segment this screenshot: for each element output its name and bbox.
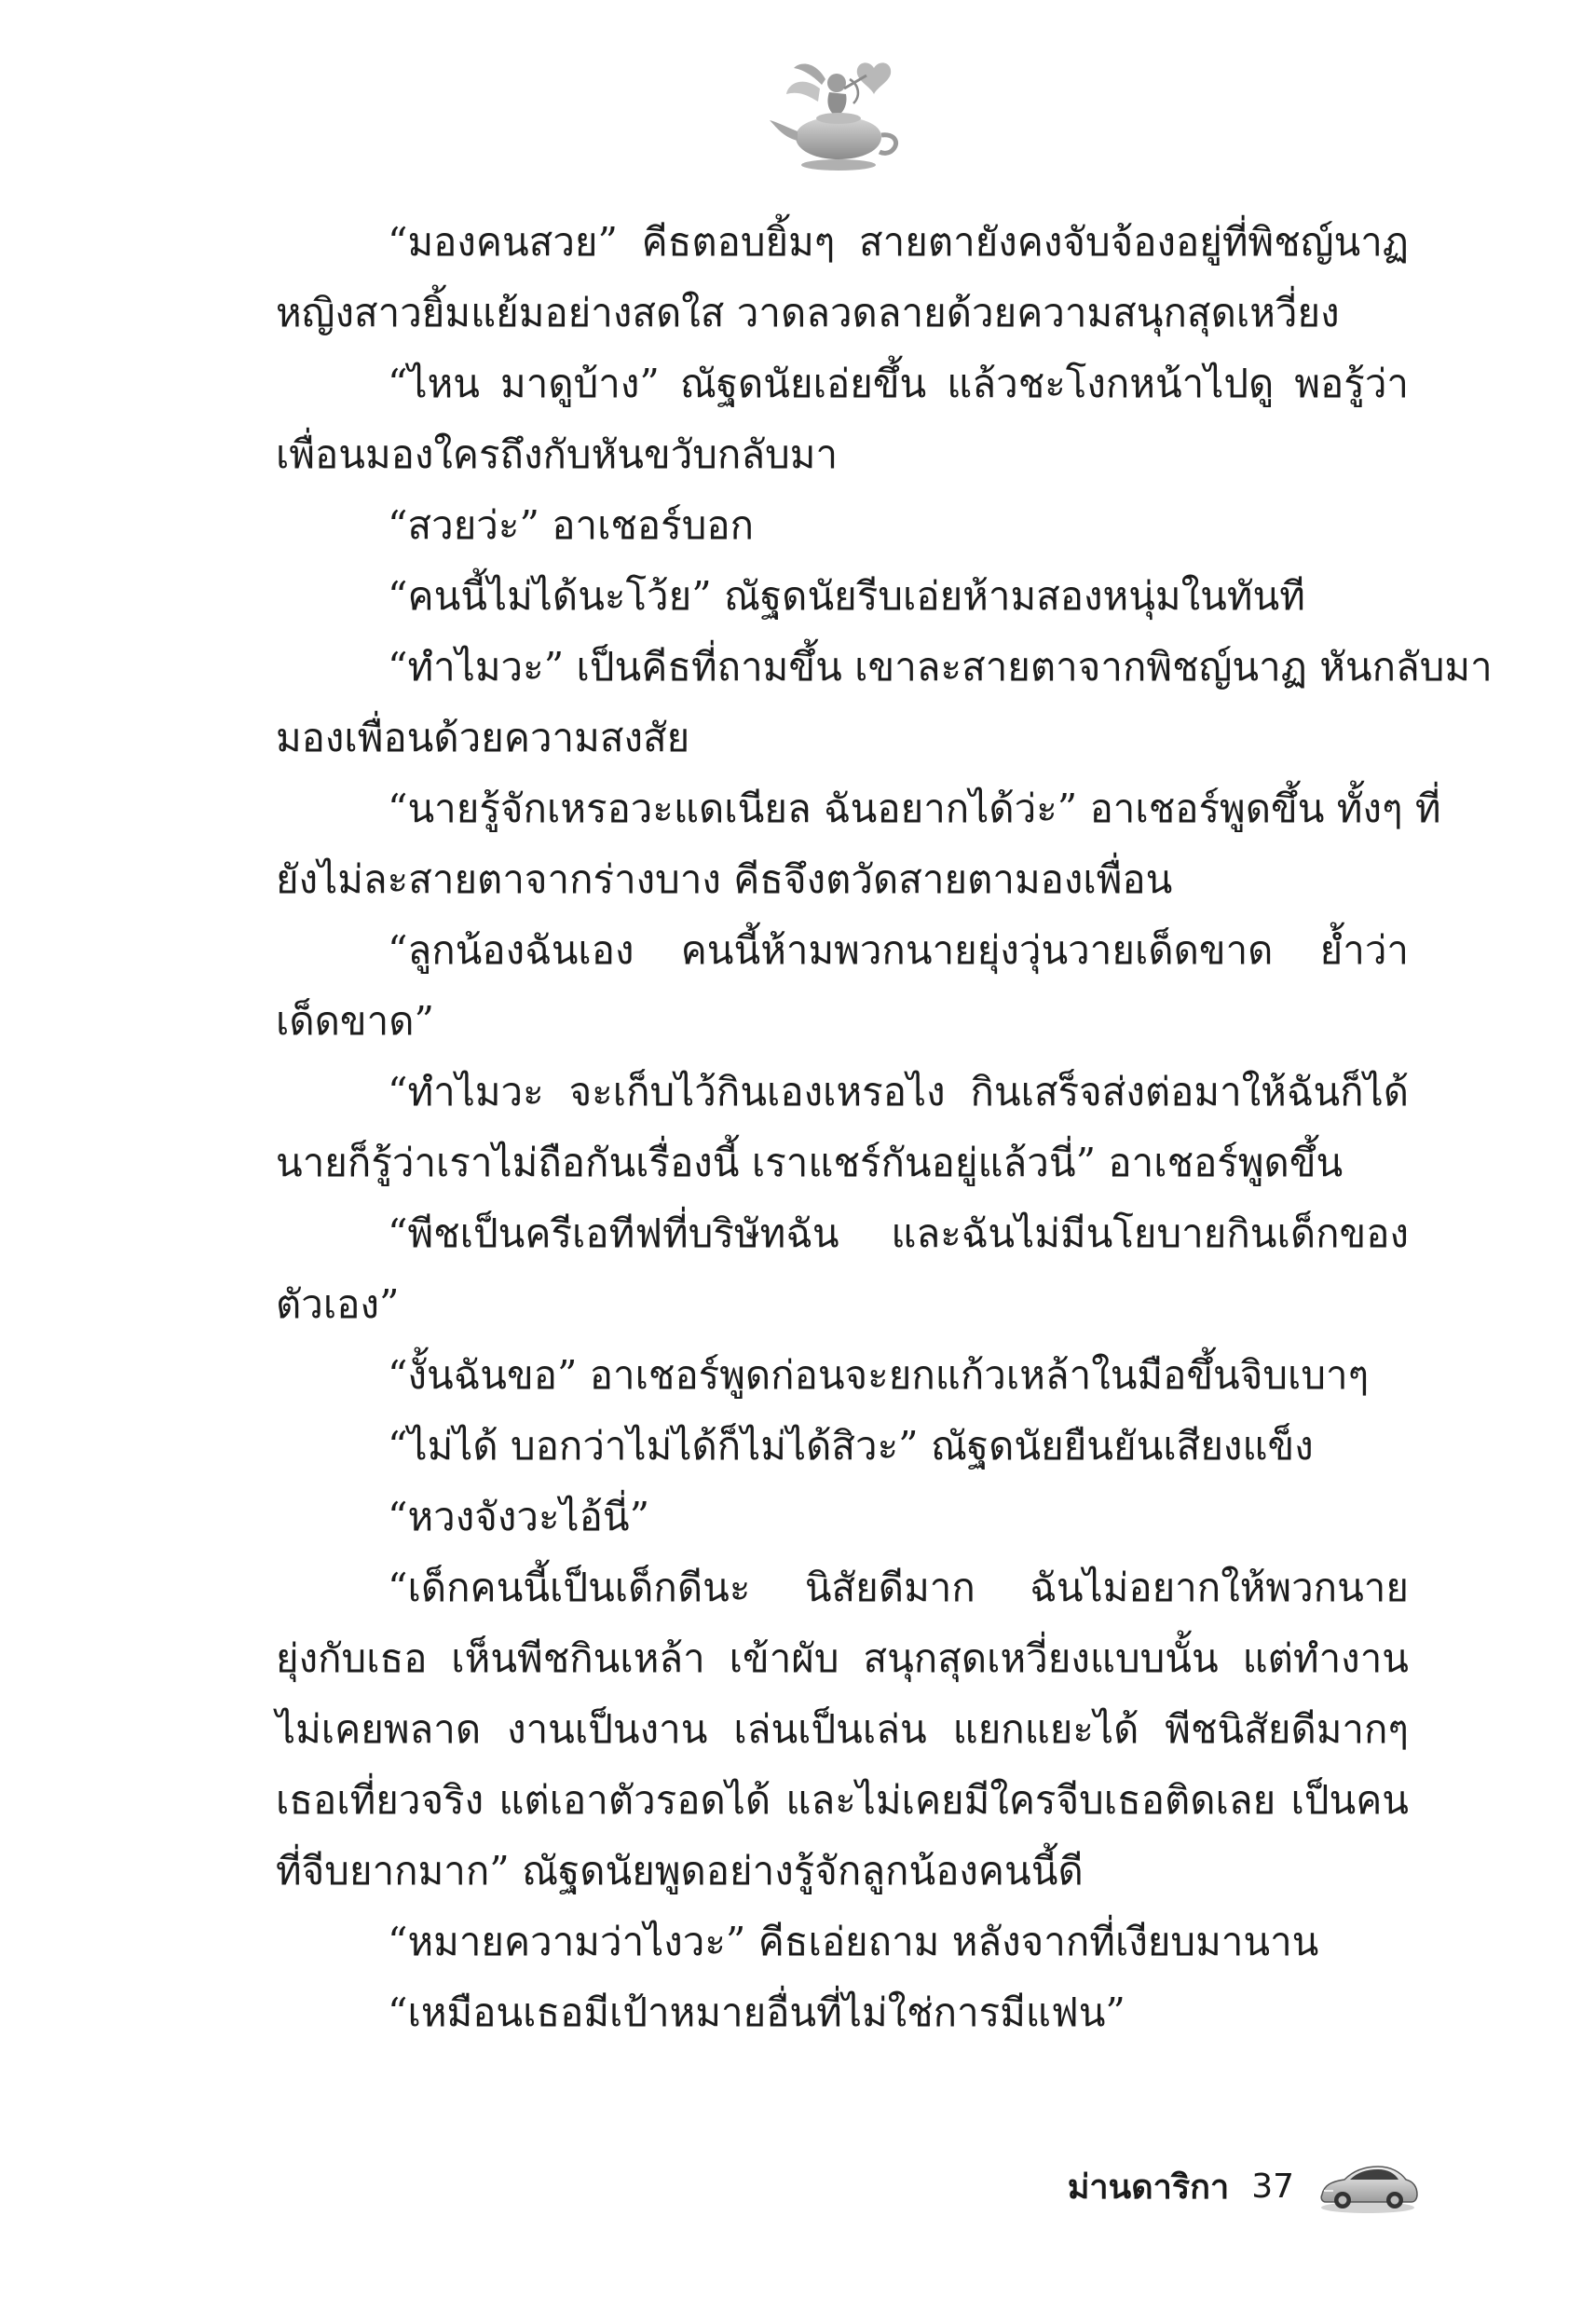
text-line: นายก็รู้ว่าเราไม่ถือกันเรื่องนี้ เราแชร์กันอยู่แล้วนี่” อาเชอร์พูดขึ้น [276, 1140, 1344, 1185]
text-line: เด็ดขาด” [276, 998, 434, 1044]
text-line: “คนนี้ไม่ได้นะโว้ย” ณัฐดนัยรีบเอ่ยห้ามสองหนุ่มในทันที [388, 573, 1305, 619]
text-line: เพื่อนมองใครถึงกับหันขวับกลับมา [276, 431, 839, 477]
text-line: “นายรู้จักเหรอวะแดเนียล ฉันอยากได้ว่ะ” อาเชอร์พูดขึ้น ทั้งๆ ที่ [388, 786, 1441, 831]
text-line: ยังไม่ละสายตาจากร่างบาง คีธจึงตวัดสายตามองเพื่อน [276, 856, 1173, 902]
cupid-teapot-ornament-icon [764, 51, 913, 182]
text-line: “งั้นฉันขอ” อาเชอร์พูดก่อนจะยกแก้วเหล้าในมือขึ้นจิบเบาๆ [388, 1352, 1370, 1398]
text-line: “ไหน มาดูบ้าง” ณัฐดนัยเอ่ยขึ้น แล้วชะโงกหน้าไปดู พอรู้ว่า [388, 361, 1409, 406]
text-line: “ไม่ได้ บอกว่าไม่ได้ก็ไม่ได้สิวะ” ณัฐดนัยยืนยันเสียงแข็ง [388, 1423, 1314, 1469]
page-footer [1068, 2153, 1419, 2220]
text-line: มองเพื่อนด้วยความสงสัย [276, 715, 690, 760]
text-line: “เด็กคนนี้เป็นเด็กดีนะ นิสัยดีมาก ฉันไม่อยากให้พวกนาย [388, 1565, 1409, 1610]
text-line: “ทำไมวะ จะเก็บไว้กินเองเหรอไง กินเสร็จส่งต่อมาให้ฉันก็ได้ [388, 1069, 1409, 1114]
body-text [276, 207, 1493, 2048]
book-title: ม่านดาริกา [1067, 2167, 1230, 2207]
text-line: หญิงสาวยิ้มแย้มอย่างสดใส วาดลวดลายด้วยความสนุกสุดเหวี่ยง [276, 290, 1340, 335]
text-line: “พีชเป็นครีเอทีฟที่บริษัทฉัน และฉันไม่มีนโยบายกินเด็กของ [388, 1210, 1409, 1256]
text-line: “ลูกน้องฉันเอง คนนี้ห้ามพวกนายยุ่งวุ่นวายเด็ดขาด ย้ำว่า [388, 927, 1409, 973]
text-line: “สวยว่ะ” อาเชอร์บอก [388, 502, 755, 548]
text-line: ที่จีบยากมาก” ณัฐดนัยพูดอย่างรู้จักลูกน้องคนนี้ดี [276, 1848, 1084, 1894]
text-line: ตัวเอง” [276, 1281, 400, 1327]
text-line: “เหมือนเธอมีเป้าหมายอื่นที่ไม่ใช่การมีแฟน” [388, 1990, 1125, 2035]
text-line: ไม่เคยพลาด งานเป็นงาน เล่นเป็นเล่น แยกแยะได้ พีชนิสัยดีมากๆ [276, 1706, 1409, 1752]
text-line: เธอเที่ยวจริง แต่เอาตัวรอดได้ และไม่เคยมีใครจีบเธอติดเลย เป็นคน [276, 1777, 1409, 1823]
text-line: “ทำไมวะ” เป็นคีธที่ถามขึ้น เขาละสายตาจากพิชญ์นาฏ หันกลับมา [388, 644, 1493, 690]
text-line: “หมายความว่าไงวะ” คีธเอ่ยถาม หลังจากที่เงียบมานาน [388, 1919, 1319, 1964]
text-line: ยุ่งกับเธอ เห็นพีชกินเหล้า เข้าผับ สนุกสุดเหวี่ยงแบบนั้น แต่ทำงาน [276, 1635, 1409, 1681]
sports-car-icon [1316, 2157, 1419, 2215]
text-line: “มองคนสวย” คีธตอบยิ้มๆ สายตายังคงจับจ้องอยู่ที่พิชญ์นาฏ [388, 219, 1409, 265]
text-line: “หวงจังวะไอ้นี่” [388, 1494, 650, 1539]
page-number: 37 [1251, 2167, 1294, 2206]
